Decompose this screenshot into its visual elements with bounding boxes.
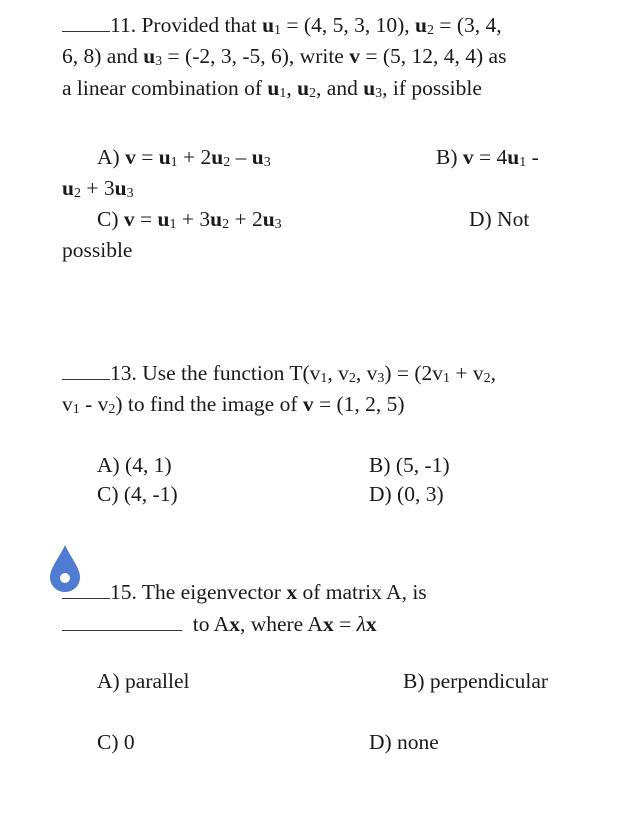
q11-option-b-cont[interactable]: $u_2 + 3u_3$ (62, 176, 134, 202)
q11-option-d-cont[interactable]: possible (62, 238, 133, 262)
q13-option-a[interactable]: A) (4, 1) (97, 453, 172, 477)
q15-option-b[interactable]: B) perpendicular (403, 669, 549, 693)
q11-option-b[interactable]: B) $v = 4u_1$ - (436, 145, 539, 171)
q11-option-d[interactable]: D) Not (469, 207, 530, 231)
q13-line1: 13. Use the function $T(v_1$, $v_2$, $v_3) = (2v_1 + v_2$, (62, 360, 496, 392)
q13-answer-blank[interactable] (62, 361, 110, 380)
q13-number: 13. (110, 361, 137, 385)
q11-line2: 6, 8) and $u_3 = (-2$, 3, -5, 6), write v = (5, 12, 4, 4) as (62, 44, 507, 70)
q15-line1: 15. The eigenvector x of matrix A, is (62, 579, 427, 605)
q13-option-d[interactable]: D) (0, 3) (369, 482, 444, 506)
q15-line2: to Ax, where Ax = λx (62, 611, 377, 637)
q15-option-d[interactable]: D) none (369, 730, 439, 754)
q15-fill-blank[interactable] (62, 612, 182, 631)
q13-option-c[interactable]: C) (4, -1) (97, 482, 178, 506)
q11-option-a[interactable]: A) $v = u_1 + 2u_2 - u_3$ (97, 145, 271, 171)
q11-number: 11. (110, 13, 137, 37)
q13-line2: $v_1 - v_2$) to find the image of v = (1, 2, 5) (62, 392, 405, 418)
q15-option-a[interactable]: A) parallel (97, 669, 190, 693)
q15-number: 15. (110, 580, 137, 604)
q15-answer-blank[interactable] (62, 580, 110, 599)
q11-option-c[interactable]: C) $v = u_1 + 3u_2 + 2u_3$ (97, 207, 282, 233)
q15-option-c[interactable]: C) 0 (97, 730, 135, 754)
q11-answer-blank[interactable] (62, 13, 110, 32)
q13-option-b[interactable]: B) (5, -1) (369, 453, 450, 477)
q11-line3: a linear combination of $u_1$, $u_2$, and $u_3$, if possible (62, 76, 482, 102)
q11-line1: 11. Provided that $u_1 = (4$, 5, 3, 10), $u_2 = (3$, 4, (62, 12, 502, 44)
